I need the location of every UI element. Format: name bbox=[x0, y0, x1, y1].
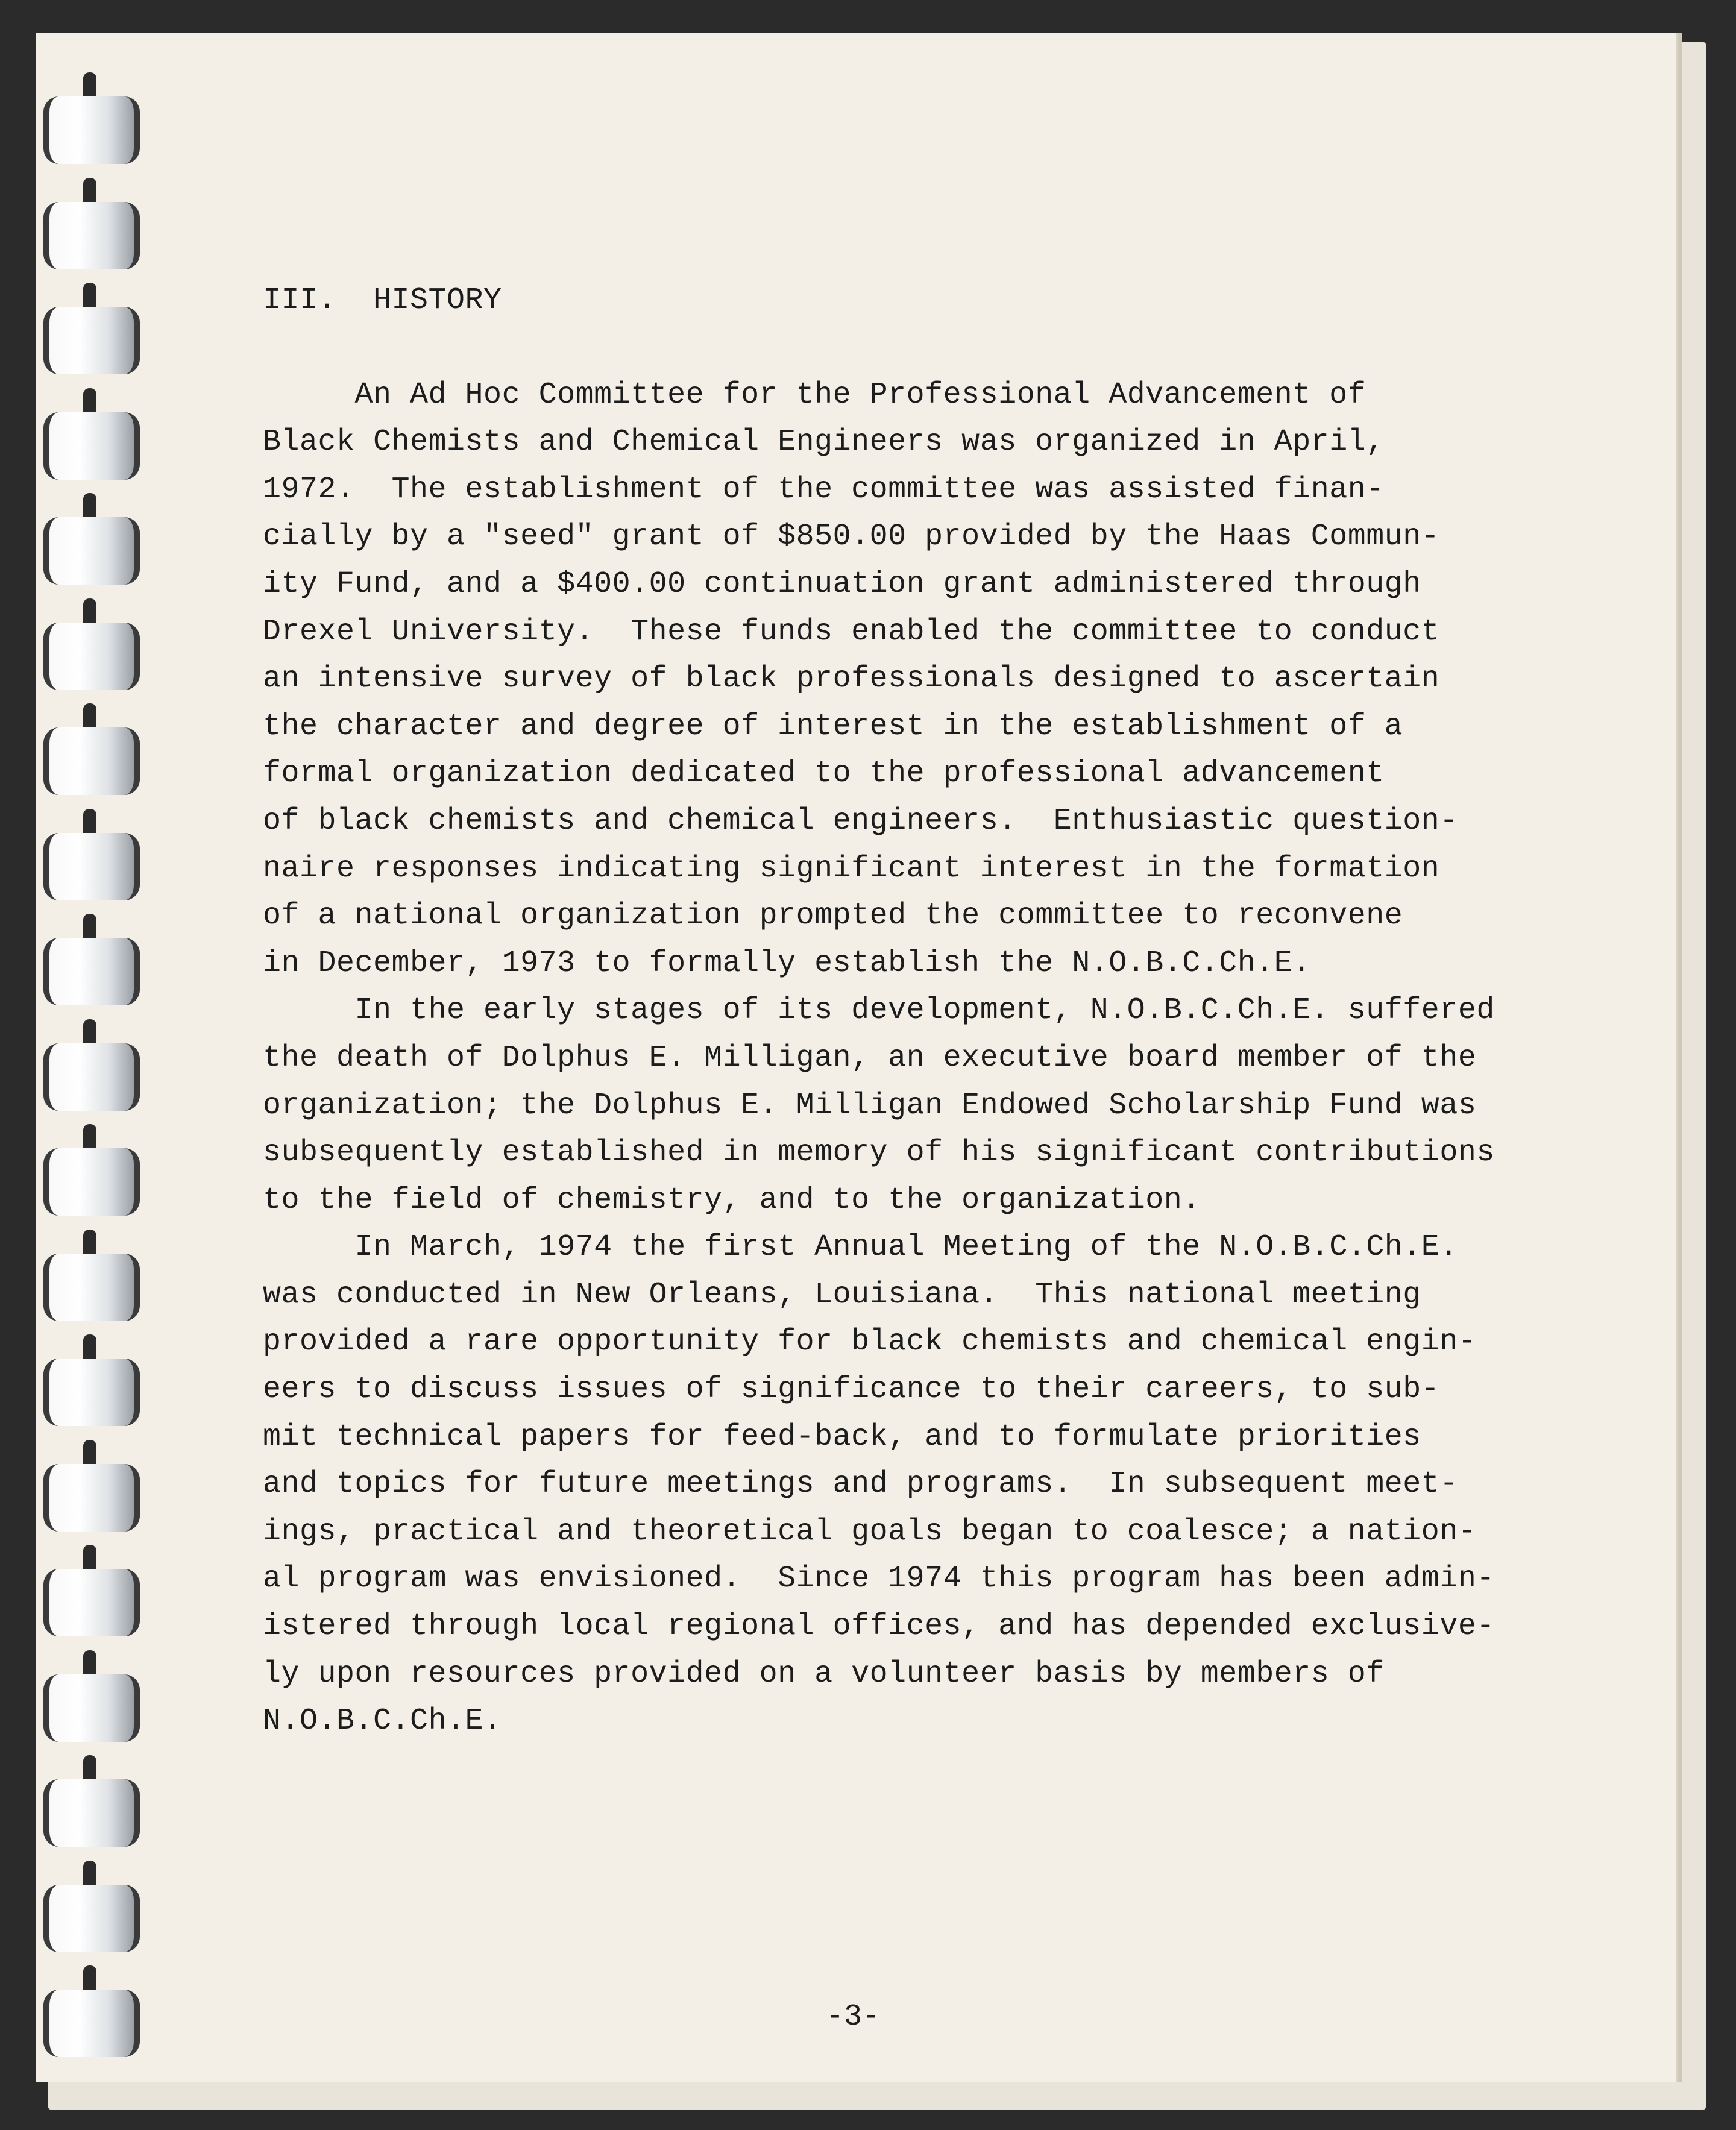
binding-coil bbox=[43, 96, 140, 164]
paragraph-3 bbox=[263, 1224, 1613, 1745]
text-line: the character and degree of interest in the establishment of a bbox=[263, 709, 1403, 744]
binding-coil bbox=[43, 1254, 140, 1321]
binding-coil bbox=[43, 833, 140, 900]
text-line: ity Fund, and a $400.00 continuation grant administered through bbox=[263, 567, 1421, 602]
binding-coil bbox=[43, 307, 140, 374]
text-line: naire responses indicating significant interest in the formation bbox=[263, 851, 1440, 886]
binding-coil bbox=[43, 1885, 140, 1952]
spiral-binding bbox=[0, 0, 157, 2130]
text-line: of a national organization prompted the committee to reconvene bbox=[263, 899, 1403, 934]
section-heading: III. HISTORY bbox=[263, 283, 502, 318]
binding-coil bbox=[43, 517, 140, 585]
text-line: an intensive survey of black professionals designed to ascertain bbox=[263, 662, 1440, 697]
binding-coil bbox=[43, 1148, 140, 1216]
text-line: cially by a "seed" grant of $850.00 provided by the Haas Commun- bbox=[263, 520, 1440, 554]
text-line: of black chemists and chemical engineers. Enthusiastic question- bbox=[263, 803, 1458, 838]
text-line: to the field of chemistry, and to the organization. bbox=[263, 1183, 1201, 1217]
text-line: al program was envisioned. Since 1974 this program has been admin- bbox=[263, 1562, 1495, 1597]
text-line: ly upon resources provided on a volunteer basis by members of bbox=[263, 1656, 1385, 1691]
text-line: 1972. The establishment of the committee was assisted finan- bbox=[263, 472, 1385, 507]
paragraph-2 bbox=[263, 987, 1613, 1224]
text-line: and topics for future meetings and programs. In subsequent meet- bbox=[263, 1467, 1458, 1502]
text-line: the death of Dolphus E. Milligan, an executive board member of the bbox=[263, 1040, 1477, 1075]
text-line: mit technical papers for feed-back, and to formulate priorities bbox=[263, 1419, 1421, 1454]
text-line: in December, 1973 to formally establish the N.O.B.C.Ch.E. bbox=[263, 946, 1311, 981]
text-line: subsequently established in memory of his significant contributions bbox=[263, 1136, 1495, 1170]
binding-coil bbox=[43, 1779, 140, 1847]
binding-coil bbox=[43, 623, 140, 690]
text-line: istered through local regional offices, and has depended exclusive- bbox=[263, 1609, 1495, 1644]
text-line: formal organization dedicated to the professional advancement bbox=[263, 756, 1385, 791]
text-line: eers to discuss issues of significance to their careers, to sub- bbox=[263, 1372, 1440, 1407]
binding-coil bbox=[43, 1990, 140, 2057]
binding-coil bbox=[43, 1464, 140, 1532]
paragraph-1 bbox=[263, 372, 1613, 988]
text-line: An Ad Hoc Committee for the Professional Advancement of bbox=[263, 377, 1366, 412]
page-number: -3- bbox=[826, 2000, 881, 2034]
binding-coil bbox=[43, 412, 140, 480]
history-section bbox=[263, 277, 1613, 1745]
binding-coil bbox=[43, 1569, 140, 1636]
binding-coil bbox=[43, 202, 140, 269]
binding-coil bbox=[43, 1043, 140, 1111]
binding-coil bbox=[43, 727, 140, 795]
text-line: ings, practical and theoretical goals began to coalesce; a nation- bbox=[263, 1514, 1477, 1549]
binding-coil bbox=[43, 1674, 140, 1742]
text-line: organization; the Dolphus E. Milligan Endowed Scholarship Fund was bbox=[263, 1088, 1477, 1123]
text-line: Black Chemists and Chemical Engineers was organized in April, bbox=[263, 425, 1385, 460]
binding-coil bbox=[43, 938, 140, 1005]
text-line: Drexel University. These funds enabled the committee to conduct bbox=[263, 614, 1440, 649]
text-line: In March, 1974 the first Annual Meeting of the N.O.B.C.Ch.E. bbox=[263, 1230, 1458, 1265]
text-line: N.O.B.C.Ch.E. bbox=[263, 1704, 502, 1739]
binding-coil bbox=[43, 1359, 140, 1426]
text-line: In the early stages of its development, N.O.B.C.Ch.E. suffered bbox=[263, 993, 1495, 1028]
text-line: was conducted in New Orleans, Louisiana. This national meeting bbox=[263, 1277, 1421, 1312]
text-line: provided a rare opportunity for black chemists and chemical engin- bbox=[263, 1325, 1477, 1360]
